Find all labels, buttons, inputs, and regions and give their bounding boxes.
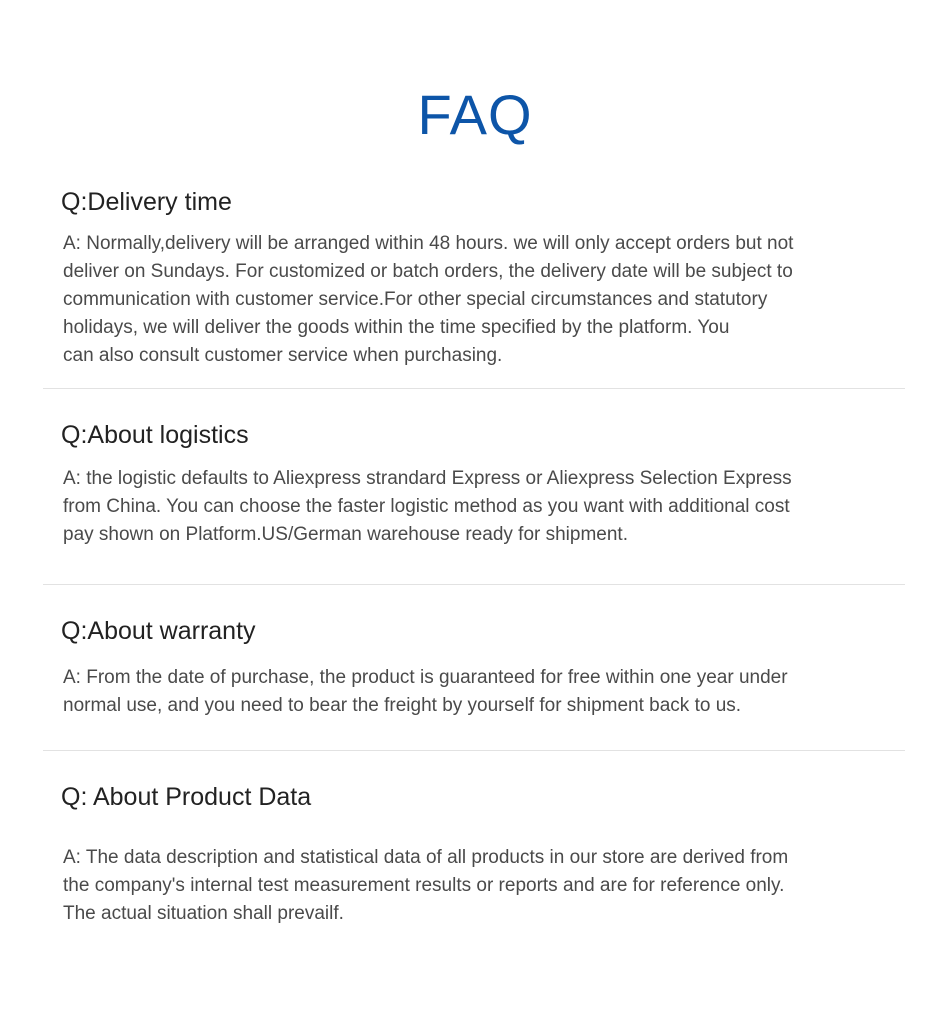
answer-line: A: Normally,delivery will be arranged within 48 hours. we will only accept orders but not <box>63 233 794 254</box>
answer-line: communication with customer service.For other special circumstances and statutory <box>63 289 768 310</box>
faq-answer <box>63 230 863 370</box>
section-divider <box>43 388 905 389</box>
faq-question: Q:About warranty <box>61 617 256 645</box>
faq-question: Q:About logistics <box>61 421 249 449</box>
answer-line: deliver on Sundays. For customized or batch orders, the delivery date will be subject to <box>63 261 793 282</box>
faq-question: Q: About Product Data <box>61 783 312 811</box>
page-title: FAQ <box>417 83 533 146</box>
faq-answer <box>63 664 863 720</box>
section-divider <box>43 584 905 585</box>
faq-answer <box>63 844 863 928</box>
answer-line: the company's internal test measurement results or reports and are for reference only. <box>63 875 785 896</box>
answer-line: The actual situation shall prevailf. <box>63 903 344 924</box>
faq-question: Q:Delivery time <box>61 188 232 216</box>
answer-line: A: the logistic defaults to Aliexpress strandard Express or Aliexpress Selection Express <box>63 468 792 489</box>
section-divider <box>43 750 905 751</box>
answer-line: holidays, we will deliver the goods within the time specified by the platform. You <box>63 317 730 338</box>
faq-answer <box>63 465 863 549</box>
answer-line: pay shown on Platform.US/German warehouse ready for shipment. <box>63 524 628 545</box>
answer-line: A: From the date of purchase, the product is guaranteed for free within one year under <box>63 667 788 688</box>
answer-line: A: The data description and statistical data of all products in our store are derived from <box>63 847 789 868</box>
answer-line: from China. You can choose the faster logistic method as you want with additional cost <box>63 496 790 517</box>
answer-line: normal use, and you need to bear the freight by yourself for shipment back to us. <box>63 695 742 716</box>
answer-line: can also consult customer service when purchasing. <box>63 345 503 366</box>
